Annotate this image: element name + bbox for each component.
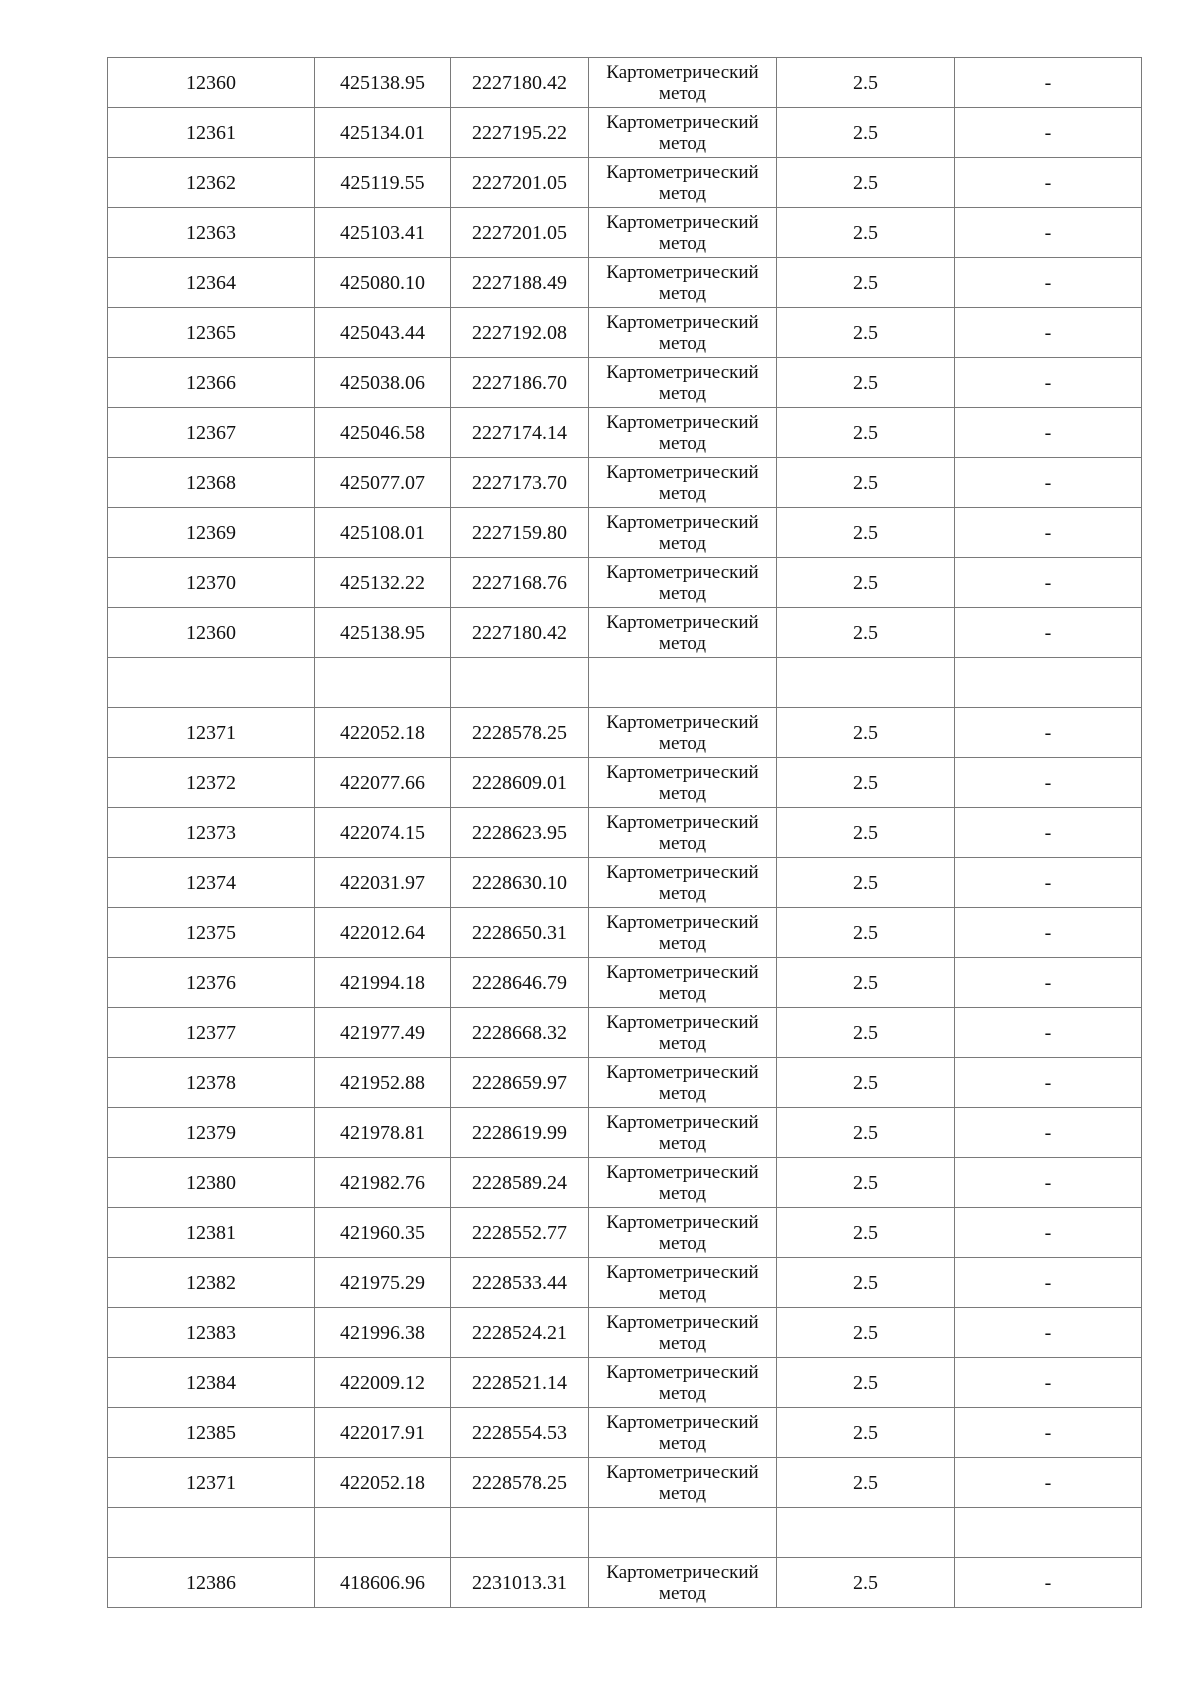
method-line: метод	[658, 982, 707, 1004]
point-number-cell: 12362	[108, 158, 315, 208]
accuracy-cell: 2.5	[777, 1058, 955, 1108]
y-coordinate-cell: 2228630.10	[451, 858, 589, 908]
note-cell: -	[955, 808, 1142, 858]
method-line: метод	[658, 932, 707, 954]
y-coordinate-cell	[451, 1508, 589, 1558]
method-cell	[589, 908, 777, 958]
accuracy-cell: 2.5	[777, 908, 955, 958]
x-coordinate-cell: 425038.06	[315, 358, 451, 408]
point-number-cell	[108, 658, 315, 708]
accuracy-cell: 2.5	[777, 1208, 955, 1258]
method-cell	[589, 208, 777, 258]
note-cell: -	[955, 708, 1142, 758]
y-coordinate-cell: 2227201.05	[451, 158, 589, 208]
accuracy-cell: 2.5	[777, 1458, 955, 1508]
accuracy-cell: 2.5	[777, 158, 955, 208]
point-number-cell: 12363	[108, 208, 315, 258]
method-line: метод	[658, 782, 707, 804]
point-number-cell: 12385	[108, 1408, 315, 1458]
y-coordinate-cell: 2228578.25	[451, 708, 589, 758]
method-line: метод	[658, 232, 707, 254]
x-coordinate-cell: 425134.01	[315, 108, 451, 158]
method-cell	[589, 758, 777, 808]
accuracy-cell: 2.5	[777, 208, 955, 258]
accuracy-cell: 2.5	[777, 1408, 955, 1458]
method-cell	[589, 808, 777, 858]
x-coordinate-cell: 425077.07	[315, 458, 451, 508]
table-row	[108, 1458, 1142, 1508]
point-number-cell: 12371	[108, 708, 315, 758]
x-coordinate-cell: 425119.55	[315, 158, 451, 208]
table-row	[108, 858, 1142, 908]
note-cell: -	[955, 1308, 1142, 1358]
note-cell	[955, 658, 1142, 708]
method-cell	[589, 458, 777, 508]
x-coordinate-cell: 425108.01	[315, 508, 451, 558]
point-number-cell	[108, 1508, 315, 1558]
note-cell: -	[955, 558, 1142, 608]
x-coordinate-cell: 425103.41	[315, 208, 451, 258]
method-line: Картометрический	[606, 1111, 759, 1133]
table-row	[108, 658, 1142, 708]
y-coordinate-cell: 2228609.01	[451, 758, 589, 808]
point-number-cell: 12369	[108, 508, 315, 558]
note-cell: -	[955, 1258, 1142, 1308]
table-row	[108, 108, 1142, 158]
y-coordinate-cell: 2228650.31	[451, 908, 589, 958]
y-coordinate-cell: 2228533.44	[451, 1258, 589, 1308]
note-cell: -	[955, 1108, 1142, 1158]
note-cell: -	[955, 1058, 1142, 1108]
method-line: Картометрический	[606, 361, 759, 383]
note-cell: -	[955, 458, 1142, 508]
point-number-cell: 12386	[108, 1558, 315, 1608]
point-number-cell: 12368	[108, 458, 315, 508]
method-line: Картометрический	[606, 911, 759, 933]
table-row	[108, 1408, 1142, 1458]
accuracy-cell: 2.5	[777, 1358, 955, 1408]
method-line: метод	[658, 832, 707, 854]
method-cell	[589, 308, 777, 358]
table-row	[108, 1008, 1142, 1058]
note-cell: -	[955, 1558, 1142, 1608]
point-number-cell: 12361	[108, 108, 315, 158]
note-cell: -	[955, 208, 1142, 258]
method-cell	[589, 608, 777, 658]
accuracy-cell: 2.5	[777, 958, 955, 1008]
accuracy-cell: 2.5	[777, 608, 955, 658]
y-coordinate-cell: 2228646.79	[451, 958, 589, 1008]
table-row	[108, 758, 1142, 808]
method-cell	[589, 1158, 777, 1208]
accuracy-cell: 2.5	[777, 508, 955, 558]
point-number-cell: 12364	[108, 258, 315, 308]
table-row	[108, 558, 1142, 608]
method-cell	[589, 1408, 777, 1458]
note-cell: -	[955, 408, 1142, 458]
note-cell: -	[955, 758, 1142, 808]
x-coordinate-cell: 425138.95	[315, 608, 451, 658]
table-row	[108, 1208, 1142, 1258]
accuracy-cell: 2.5	[777, 558, 955, 608]
method-cell	[589, 158, 777, 208]
method-line: Картометрический	[606, 1361, 759, 1383]
method-line: метод	[658, 432, 707, 454]
method-cell	[589, 1308, 777, 1358]
y-coordinate-cell: 2228668.32	[451, 1008, 589, 1058]
accuracy-cell: 2.5	[777, 858, 955, 908]
accuracy-cell: 2.5	[777, 258, 955, 308]
method-line: Картометрический	[606, 411, 759, 433]
point-number-cell: 12381	[108, 1208, 315, 1258]
method-line: метод	[658, 332, 707, 354]
method-cell	[589, 558, 777, 608]
accuracy-cell	[777, 1508, 955, 1558]
x-coordinate-cell: 421977.49	[315, 1008, 451, 1058]
x-coordinate-cell: 422017.91	[315, 1408, 451, 1458]
point-number-cell: 12360	[108, 608, 315, 658]
point-number-cell: 12374	[108, 858, 315, 908]
method-line: Картометрический	[606, 961, 759, 983]
x-coordinate-cell	[315, 1508, 451, 1558]
x-coordinate-cell: 421982.76	[315, 1158, 451, 1208]
point-number-cell: 12379	[108, 1108, 315, 1158]
point-number-cell: 12367	[108, 408, 315, 458]
x-coordinate-cell: 425080.10	[315, 258, 451, 308]
y-coordinate-cell: 2228521.14	[451, 1358, 589, 1408]
method-line: метод	[658, 1482, 707, 1504]
method-cell	[589, 1108, 777, 1158]
y-coordinate-cell: 2228619.99	[451, 1108, 589, 1158]
method-line: Картометрический	[606, 611, 759, 633]
method-line: Картометрический	[606, 461, 759, 483]
table-row	[108, 358, 1142, 408]
note-cell: -	[955, 58, 1142, 108]
method-line: метод	[658, 82, 707, 104]
table-row	[108, 1558, 1142, 1608]
note-cell: -	[955, 608, 1142, 658]
y-coordinate-cell	[451, 658, 589, 708]
point-number-cell: 12373	[108, 808, 315, 858]
method-line: Картометрический	[606, 1011, 759, 1033]
table-row	[108, 308, 1142, 358]
point-number-cell: 12384	[108, 1358, 315, 1408]
method-line: метод	[658, 732, 707, 754]
point-number-cell: 12366	[108, 358, 315, 408]
method-line: метод	[658, 282, 707, 304]
accuracy-cell: 2.5	[777, 1008, 955, 1058]
y-coordinate-cell: 2228524.21	[451, 1308, 589, 1358]
note-cell: -	[955, 1158, 1142, 1208]
method-line: метод	[658, 532, 707, 554]
method-cell	[589, 408, 777, 458]
note-cell: -	[955, 258, 1142, 308]
x-coordinate-cell	[315, 658, 451, 708]
x-coordinate-cell: 422009.12	[315, 1358, 451, 1408]
accuracy-cell: 2.5	[777, 408, 955, 458]
method-cell	[589, 1008, 777, 1058]
note-cell: -	[955, 958, 1142, 1008]
method-line: Картометрический	[606, 1261, 759, 1283]
y-coordinate-cell: 2228623.95	[451, 808, 589, 858]
table-row	[108, 1258, 1142, 1308]
method-line: метод	[658, 632, 707, 654]
table-row	[108, 808, 1142, 858]
method-line: метод	[658, 482, 707, 504]
table-row	[108, 908, 1142, 958]
method-line: Картометрический	[606, 1461, 759, 1483]
method-line: метод	[658, 882, 707, 904]
method-line: Картометрический	[606, 211, 759, 233]
table-row	[108, 1358, 1142, 1408]
y-coordinate-cell: 2227180.42	[451, 58, 589, 108]
method-line: Картометрический	[606, 861, 759, 883]
table-row	[108, 158, 1142, 208]
note-cell: -	[955, 1008, 1142, 1058]
accuracy-cell: 2.5	[777, 1158, 955, 1208]
method-cell	[589, 1358, 777, 1408]
method-cell	[589, 1258, 777, 1308]
y-coordinate-cell: 2227192.08	[451, 308, 589, 358]
coordinates-table-body	[108, 58, 1142, 1608]
method-line: Картометрический	[606, 761, 759, 783]
accuracy-cell: 2.5	[777, 1258, 955, 1308]
method-line: метод	[658, 1182, 707, 1204]
y-coordinate-cell: 2231013.31	[451, 1558, 589, 1608]
method-line: метод	[658, 1132, 707, 1154]
table-row	[108, 1508, 1142, 1558]
accuracy-cell: 2.5	[777, 708, 955, 758]
note-cell: -	[955, 1408, 1142, 1458]
accuracy-cell: 2.5	[777, 58, 955, 108]
method-line: метод	[658, 382, 707, 404]
point-number-cell: 12371	[108, 1458, 315, 1508]
method-cell	[589, 958, 777, 1008]
x-coordinate-cell: 421994.18	[315, 958, 451, 1008]
x-coordinate-cell: 422031.97	[315, 858, 451, 908]
point-number-cell: 12365	[108, 308, 315, 358]
x-coordinate-cell: 422074.15	[315, 808, 451, 858]
x-coordinate-cell: 421975.29	[315, 1258, 451, 1308]
method-line: метод	[658, 1332, 707, 1354]
note-cell: -	[955, 358, 1142, 408]
method-cell	[589, 1558, 777, 1608]
point-number-cell: 12376	[108, 958, 315, 1008]
method-line: Картометрический	[606, 1161, 759, 1183]
method-cell	[589, 108, 777, 158]
y-coordinate-cell: 2227159.80	[451, 508, 589, 558]
method-cell	[589, 1458, 777, 1508]
x-coordinate-cell: 422052.18	[315, 708, 451, 758]
accuracy-cell: 2.5	[777, 808, 955, 858]
accuracy-cell: 2.5	[777, 358, 955, 408]
method-line: Картометрический	[606, 811, 759, 833]
y-coordinate-cell: 2227195.22	[451, 108, 589, 158]
note-cell: -	[955, 858, 1142, 908]
method-line: метод	[658, 1282, 707, 1304]
table-row	[108, 608, 1142, 658]
accuracy-cell: 2.5	[777, 1308, 955, 1358]
y-coordinate-cell: 2228589.24	[451, 1158, 589, 1208]
note-cell: -	[955, 1358, 1142, 1408]
table-row	[108, 1158, 1142, 1208]
table-row	[108, 708, 1142, 758]
point-number-cell: 12370	[108, 558, 315, 608]
y-coordinate-cell: 2228554.53	[451, 1408, 589, 1458]
method-cell	[589, 1508, 777, 1558]
note-cell: -	[955, 908, 1142, 958]
y-coordinate-cell: 2227186.70	[451, 358, 589, 408]
y-coordinate-cell: 2227201.05	[451, 208, 589, 258]
method-line: метод	[658, 1082, 707, 1104]
x-coordinate-cell: 421996.38	[315, 1308, 451, 1358]
method-line: метод	[658, 132, 707, 154]
accuracy-cell: 2.5	[777, 458, 955, 508]
table-row	[108, 1108, 1142, 1158]
y-coordinate-cell: 2227168.76	[451, 558, 589, 608]
method-line: Картометрический	[606, 111, 759, 133]
y-coordinate-cell: 2228552.77	[451, 1208, 589, 1258]
note-cell: -	[955, 158, 1142, 208]
note-cell: -	[955, 508, 1142, 558]
method-line: метод	[658, 1032, 707, 1054]
x-coordinate-cell: 425132.22	[315, 558, 451, 608]
x-coordinate-cell: 418606.96	[315, 1558, 451, 1608]
y-coordinate-cell: 2227180.42	[451, 608, 589, 658]
method-line: Картометрический	[606, 1061, 759, 1083]
note-cell: -	[955, 108, 1142, 158]
table-row	[108, 258, 1142, 308]
method-cell	[589, 658, 777, 708]
method-line: Картометрический	[606, 1211, 759, 1233]
point-number-cell: 12372	[108, 758, 315, 808]
method-cell	[589, 708, 777, 758]
method-cell	[589, 1058, 777, 1108]
x-coordinate-cell: 421978.81	[315, 1108, 451, 1158]
method-line: Картометрический	[606, 1411, 759, 1433]
accuracy-cell	[777, 658, 955, 708]
x-coordinate-cell: 425138.95	[315, 58, 451, 108]
method-line: Картометрический	[606, 261, 759, 283]
method-line: Картометрический	[606, 561, 759, 583]
point-number-cell: 12375	[108, 908, 315, 958]
method-line: метод	[658, 1432, 707, 1454]
table-row	[108, 958, 1142, 1008]
x-coordinate-cell: 425043.44	[315, 308, 451, 358]
method-cell	[589, 508, 777, 558]
y-coordinate-cell: 2228578.25	[451, 1458, 589, 1508]
x-coordinate-cell: 425046.58	[315, 408, 451, 458]
method-cell	[589, 358, 777, 408]
table-row	[108, 458, 1142, 508]
accuracy-cell: 2.5	[777, 1108, 955, 1158]
y-coordinate-cell: 2227188.49	[451, 258, 589, 308]
method-line: Картометрический	[606, 311, 759, 333]
x-coordinate-cell: 422052.18	[315, 1458, 451, 1508]
point-number-cell: 12380	[108, 1158, 315, 1208]
x-coordinate-cell: 421960.35	[315, 1208, 451, 1258]
accuracy-cell: 2.5	[777, 308, 955, 358]
method-line: метод	[658, 1382, 707, 1404]
method-line: Картометрический	[606, 711, 759, 733]
method-line: Картометрический	[606, 1561, 759, 1583]
method-cell	[589, 58, 777, 108]
method-line: Картометрический	[606, 1311, 759, 1333]
note-cell: -	[955, 1458, 1142, 1508]
x-coordinate-cell: 422012.64	[315, 908, 451, 958]
method-cell	[589, 858, 777, 908]
accuracy-cell: 2.5	[777, 1558, 955, 1608]
method-line: метод	[658, 582, 707, 604]
point-number-cell: 12383	[108, 1308, 315, 1358]
note-cell	[955, 1508, 1142, 1558]
y-coordinate-cell: 2227173.70	[451, 458, 589, 508]
method-line: метод	[658, 1582, 707, 1604]
y-coordinate-cell: 2227174.14	[451, 408, 589, 458]
accuracy-cell: 2.5	[777, 758, 955, 808]
method-cell	[589, 258, 777, 308]
method-line: Картометрический	[606, 161, 759, 183]
y-coordinate-cell: 2228659.97	[451, 1058, 589, 1108]
table-row	[108, 408, 1142, 458]
point-number-cell: 12377	[108, 1008, 315, 1058]
note-cell: -	[955, 1208, 1142, 1258]
table-row	[108, 1058, 1142, 1108]
method-line: Картометрический	[606, 61, 759, 83]
table-row	[108, 58, 1142, 108]
table-row	[108, 508, 1142, 558]
table-row	[108, 208, 1142, 258]
x-coordinate-cell: 422077.66	[315, 758, 451, 808]
note-cell: -	[955, 308, 1142, 358]
point-number-cell: 12378	[108, 1058, 315, 1108]
accuracy-cell: 2.5	[777, 108, 955, 158]
method-line: Картометрический	[606, 511, 759, 533]
point-number-cell: 12360	[108, 58, 315, 108]
table-row	[108, 1308, 1142, 1358]
method-cell	[589, 1208, 777, 1258]
method-line: метод	[658, 182, 707, 204]
point-number-cell: 12382	[108, 1258, 315, 1308]
method-line: метод	[658, 1232, 707, 1254]
x-coordinate-cell: 421952.88	[315, 1058, 451, 1108]
coordinates-table	[107, 57, 1142, 1608]
